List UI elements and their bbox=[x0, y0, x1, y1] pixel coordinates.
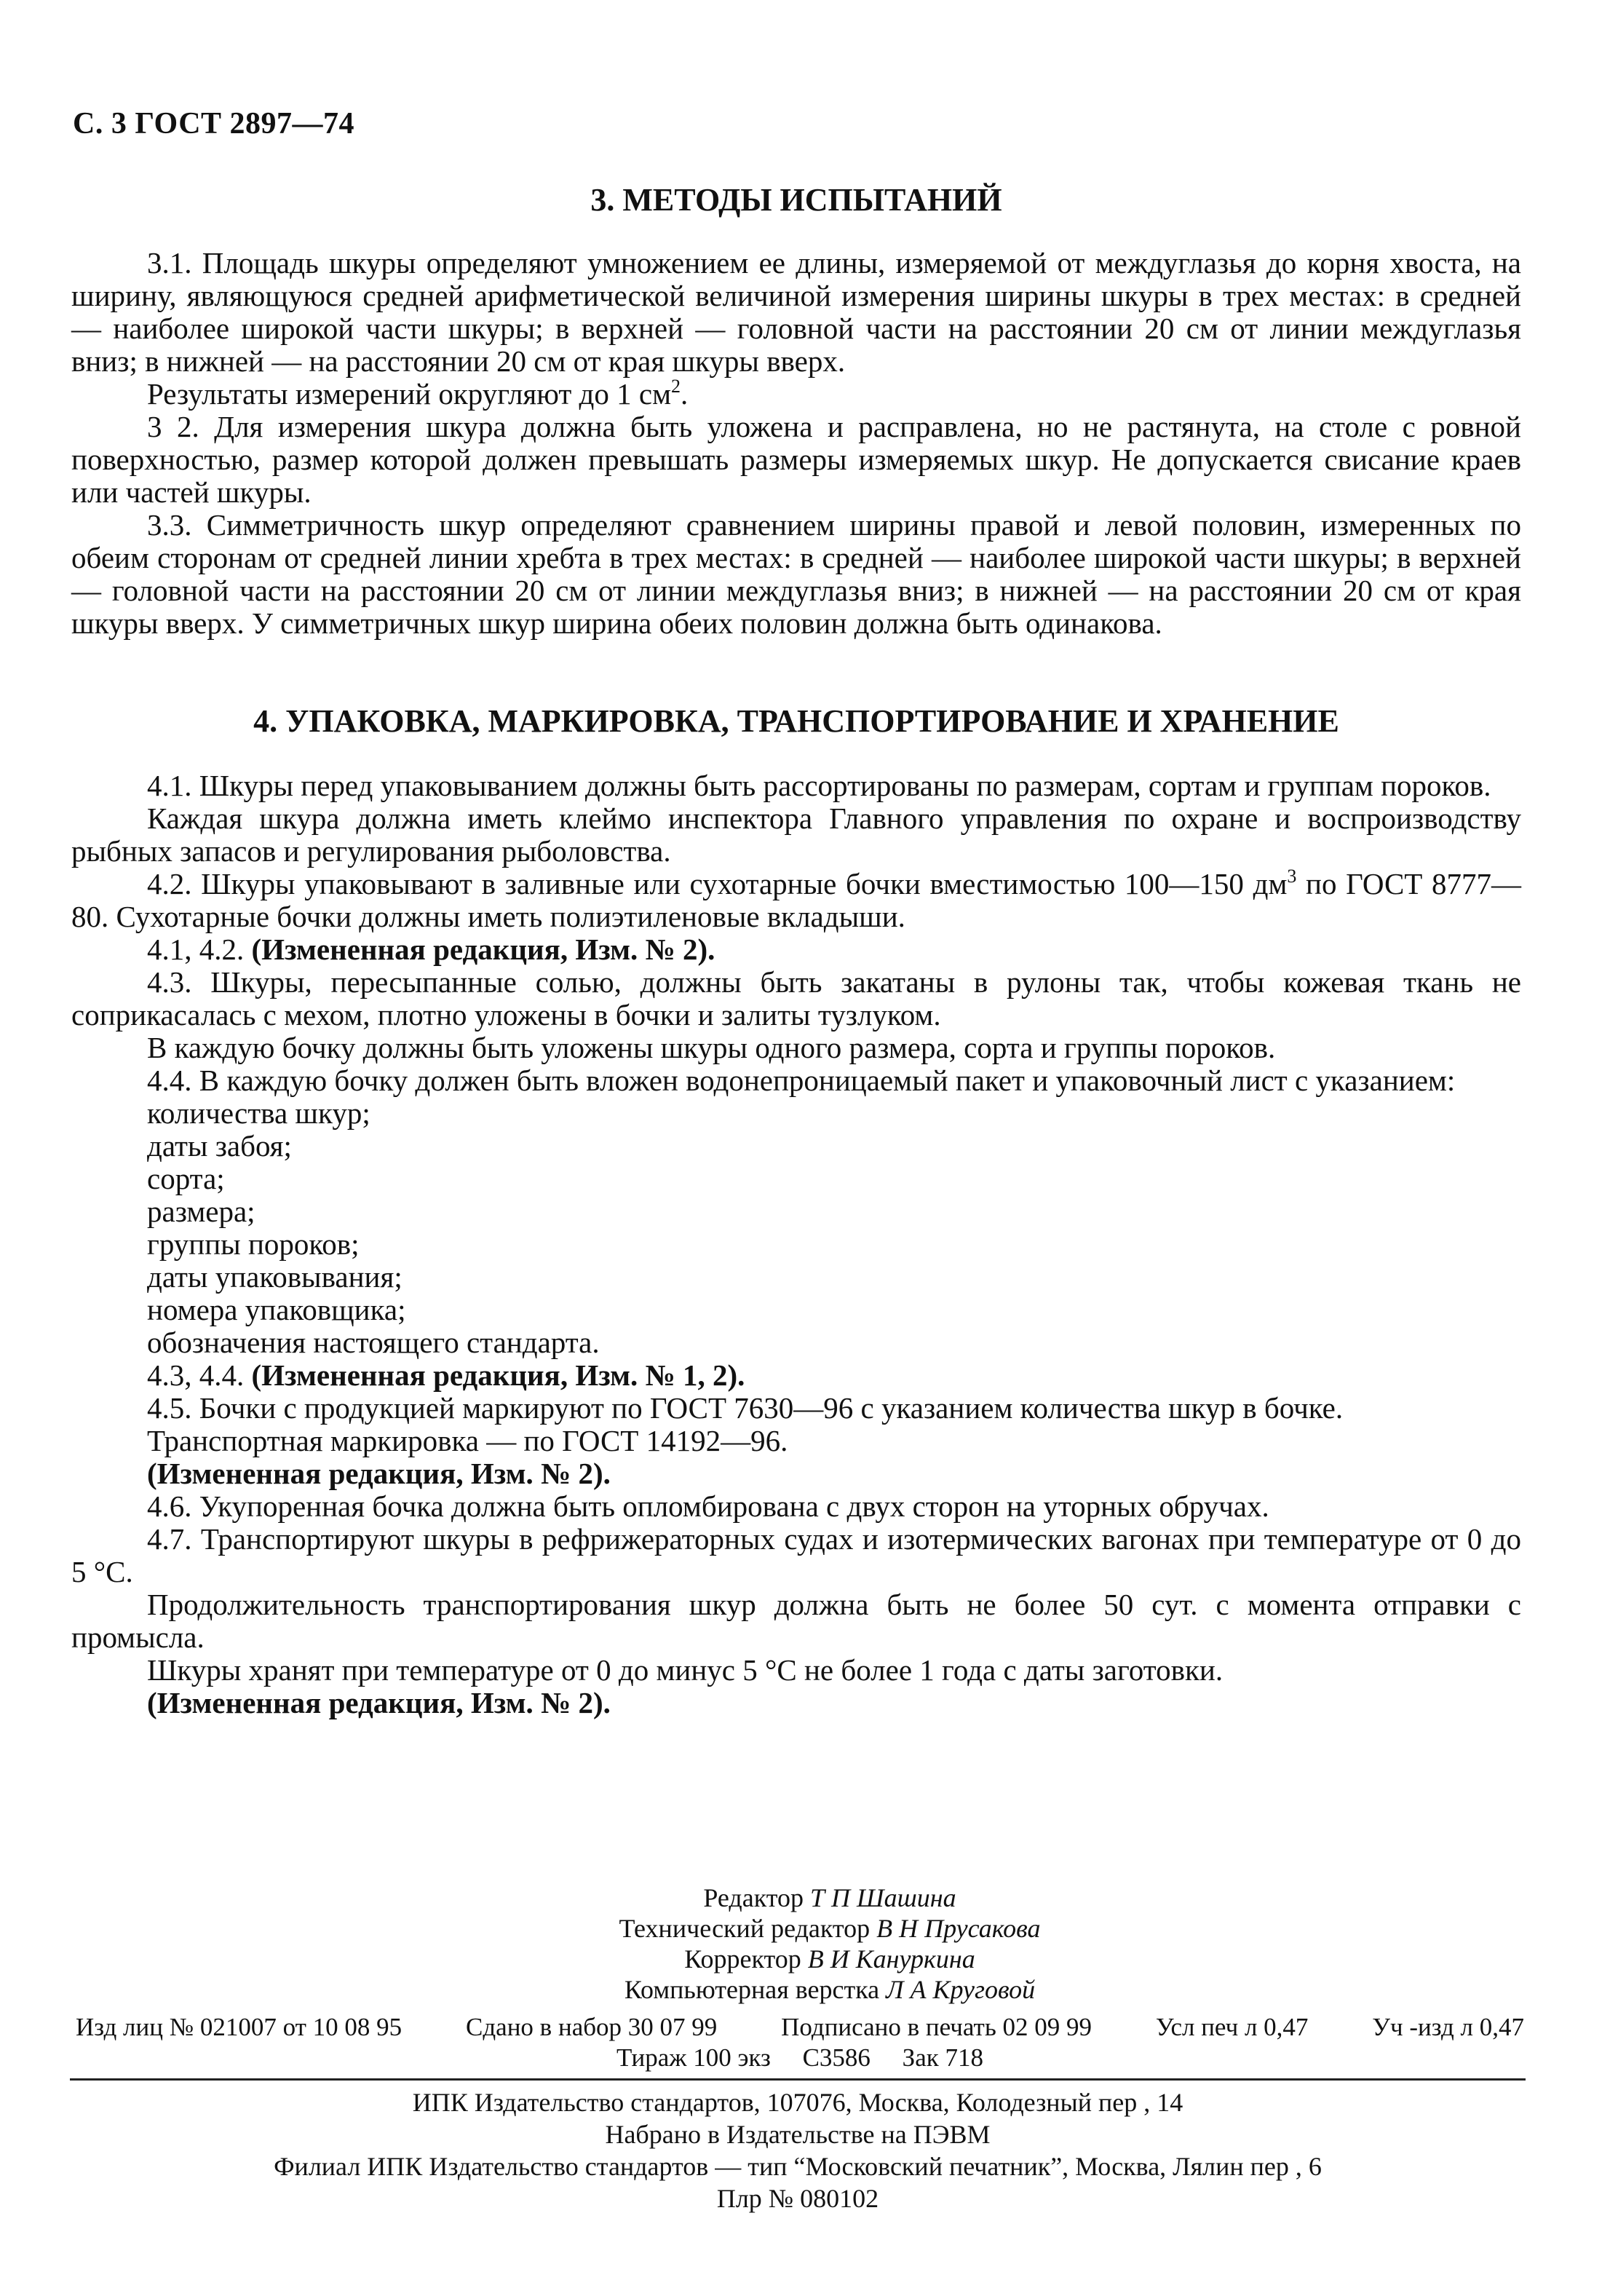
publisher-line: Филиал ИПК Издательство стандартов — тип “Московский печатник”, Москва, Лялин пер , 6 bbox=[274, 2152, 1322, 2181]
list-item: группы пороков; bbox=[147, 1227, 360, 1261]
imprint-print-sheets: Усл печ л 0,47 bbox=[1155, 2013, 1309, 2041]
paragraph-3-1: 3.1. Площадь шкуры определяют умножением ее длины, измеряемой от междуглазья до корня хвоста, на ширину, являющуюся средней арифметической величиной измерения ширины шкуры в трех местах: в средней — наиболее широкой части шкуры; в верхней — головной части на расстоянии 20 см от линии междуглазья вниз; в нижней — на расстоянии 20 см от края шкуры вверх. bbox=[71, 246, 1521, 378]
section-4-title: 4. УПАКОВКА, МАРКИРОВКА, ТРАНСПОРТИРОВАНИЕ И ХРАНЕНИЕ bbox=[253, 703, 1339, 739]
credit-technical-editor bbox=[509, 1913, 1150, 1944]
imprint-typeset-date: Сдано в набор 30 07 99 bbox=[466, 2013, 718, 2041]
credit-name: Т П Шашина bbox=[810, 1883, 956, 1912]
amendment-note-3-text: (Измененная редакция, Изм. № 2). bbox=[147, 1457, 611, 1490]
publisher-line: Набрано в Издательстве на ПЭВМ bbox=[605, 2120, 991, 2149]
credit-name: В Н Прусакова bbox=[876, 1914, 1041, 1943]
paragraph-4-2-end: по ГОСТ 8777—80. Сухотарные бочки должны иметь полиэтиленовые вкладыши. bbox=[71, 867, 1521, 933]
imprint-print-date: Подписано в печать 02 09 99 bbox=[781, 2013, 1092, 2041]
paragraph-4-1-stamp: Каждая шкура должна иметь клеймо инспектора Главного управления по охране и воспроизводству рыбных запасов и регулирования рыболовства. bbox=[71, 801, 1521, 868]
divider-line bbox=[70, 2078, 1526, 2081]
amendment-note-2 bbox=[71, 1359, 1521, 1392]
amendment-note-1-ref: 4.1, 4.2. bbox=[147, 933, 245, 966]
amendment-note-4 bbox=[71, 1687, 1521, 1719]
page-header: С. 3 ГОСТ 2897—74 bbox=[73, 107, 355, 140]
paragraph-4-6: 4.6. Укупоренная бочка должна быть опломбирована с двух сторон на уторных обручах. bbox=[147, 1489, 1269, 1523]
section-4 bbox=[71, 705, 1521, 1719]
imprint-block bbox=[76, 2012, 1524, 2073]
amendment-note-1-text: (Измененная редакция, Изм. № 2). bbox=[251, 933, 715, 966]
imprint-publisher-sheets: Уч -изд л 0,47 bbox=[1372, 2013, 1524, 2041]
paragraph-4-3-b: В каждую бочку должны быть уложены шкуры одного размера, сорта и группы пороков. bbox=[147, 1031, 1276, 1064]
paragraph-4-2-start: 4.2. Шкуры упаковывают в заливные или сухотарные бочки вместимостью 100—150 дм bbox=[147, 867, 1288, 900]
amendment-note-3 bbox=[71, 1457, 1521, 1490]
list-item: номера упаковщика; bbox=[147, 1293, 406, 1326]
imprint-circulation: Тираж 100 экз С3586 Зак 718 bbox=[616, 2043, 983, 2072]
section-3 bbox=[71, 183, 1521, 640]
imprint-row bbox=[76, 2012, 1524, 2043]
amendment-note-2-ref: 4.3, 4.4. bbox=[147, 1358, 245, 1392]
credit-editor bbox=[509, 1883, 1150, 1913]
credit-role: Корректор bbox=[684, 1944, 801, 1974]
paragraph-4-3: 4.3. Шкуры, пересыпанные солью, должны быть закатаны в рулоны так, чтобы кожевая ткань не соприкасалась с мехом, плотно уложены в бочки и залиты тузлуком. bbox=[71, 965, 1521, 1032]
rounding-end: . bbox=[681, 377, 689, 411]
paragraph-rounding bbox=[71, 378, 1521, 411]
packing-list bbox=[147, 1097, 1521, 1359]
rounding-text: Результаты измерений округляют до 1 см bbox=[147, 377, 672, 411]
paragraph-4-7-c: Шкуры хранят при температуре от 0 до минус 5 °С не более 1 года с даты заготовки. bbox=[147, 1653, 1224, 1687]
credit-role: Редактор bbox=[703, 1883, 804, 1912]
publisher-block bbox=[73, 2086, 1523, 2214]
imprint-license: Изд лиц № 021007 от 10 08 95 bbox=[76, 2013, 402, 2041]
publisher-line: Плр № 080102 bbox=[716, 2184, 879, 2213]
paragraph-4-1: 4.1. Шкуры перед упаковыванием должны быть рассортированы по размерам, сортам и группам пороков. bbox=[147, 769, 1491, 802]
amendment-note-2-text: (Измененная редакция, Изм. № 1, 2). bbox=[251, 1358, 745, 1392]
amendment-note-4-text: (Измененная редакция, Изм. № 2). bbox=[147, 1686, 611, 1719]
paragraph-4-5-b: Транспортная маркировка — по ГОСТ 14192—96. bbox=[147, 1424, 788, 1457]
credit-proofreader bbox=[509, 1944, 1150, 1974]
publisher-line: ИПК Издательство стандартов, 107076, Москва, Колодезный пер , 14 bbox=[412, 2088, 1183, 2117]
list-item: количества шкур; bbox=[147, 1096, 370, 1130]
paragraph-4-2-superscript: 3 bbox=[1287, 866, 1297, 887]
section-3-title: 3. МЕТОДЫ ИСПЫТАНИЙ bbox=[590, 182, 1002, 218]
credit-name: Л А Круговой bbox=[886, 1975, 1036, 2004]
credit-name: В И Кануркина bbox=[807, 1944, 975, 1974]
list-item: даты упаковывания; bbox=[147, 1260, 402, 1294]
credit-role: Технический редактор bbox=[619, 1914, 871, 1943]
list-item: сорта; bbox=[147, 1162, 225, 1195]
paragraph-3-3: 3.3. Симметричность шкур определяют сравнением ширины правой и левой половин, измеренных по обеим сторонам от средней линии хребта в трех местах: в средней — наиболее широкой части шкуры; в верхней — головной части на расстоянии 20 см от линии междуглазья вниз; в нижней — на расстоянии 20 см от края шкуры вверх. У симметричных шкур ширина обеих половин должна быть одинакова. bbox=[71, 508, 1521, 640]
paragraph-4-7-b: Продолжительность транспортирования шкур должна быть не более 50 сут. с момента отправки с промысла. bbox=[71, 1588, 1521, 1654]
paragraph-4-4: 4.4. В каждую бочку должен быть вложен водонепроницаемый пакет и упаковочный лист с указанием: bbox=[147, 1064, 1456, 1097]
credit-layout bbox=[509, 1974, 1150, 2005]
credit-role: Компьютерная верстка bbox=[624, 1975, 880, 2004]
list-item: даты забоя; bbox=[147, 1129, 292, 1163]
paragraph-4-7: 4.7. Транспортируют шкуры в рефрижераторных судах и изотермических вагонах при температуре от 0 до 5 °С. bbox=[71, 1522, 1521, 1588]
paragraph-4-5: 4.5. Бочки с продукцией маркируют по ГОСТ 7630—96 с указанием количества шкур в бочке. bbox=[147, 1391, 1344, 1425]
rounding-superscript: 2 bbox=[671, 376, 681, 397]
list-item: размера; bbox=[147, 1195, 255, 1228]
paragraph-3-2: 3 2. Для измерения шкура должна быть уложена и расправлена, но не растянута, на столе с ровной поверхностью, размер которой должен превышать размеры измеряемых шкур. Не допускается свисание краев или частей шкуры. bbox=[71, 410, 1521, 509]
paragraph-4-2 bbox=[71, 868, 1521, 933]
list-item: обозначения настоящего стандарта. bbox=[147, 1326, 600, 1359]
credits-block bbox=[509, 1883, 1150, 2005]
amendment-note-1 bbox=[71, 933, 1521, 966]
